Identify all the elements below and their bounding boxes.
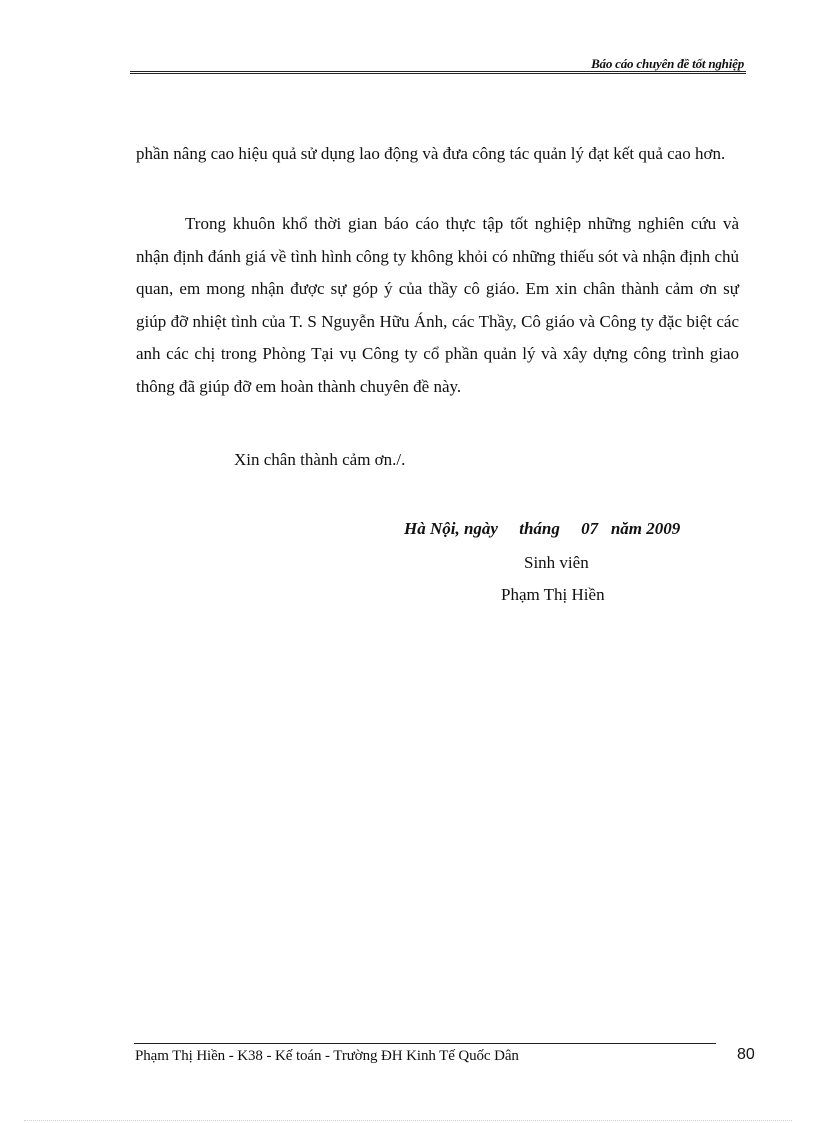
header-rule (130, 71, 746, 74)
signature-name: Phạm Thị Hiền (501, 585, 605, 604)
footer-rule (134, 1043, 716, 1044)
page-number: 80 (737, 1046, 755, 1063)
paragraph-1: phần nâng cao hiệu quả sử dụng lao động và đưa công tác quản lý đạt kết quả cao hơn. (136, 144, 726, 163)
running-header: Báo cáo chuyên đề tốt nghiệp (591, 56, 744, 71)
footer-text: Phạm Thị Hiền - K38 - Kế toán - Trường ĐH Kinh Tế Quốc Dân (135, 1048, 519, 1064)
signature-role: Sinh viên (524, 553, 589, 572)
signature-date: Hà Nội, ngày tháng 07 năm 2009 (404, 519, 681, 538)
paragraph-2: Trong khuôn khổ thời gian báo cáo thực tập tốt nghiệp những nghiên cứu và nhận định đánh giá về tình hình công ty không khỏi có những thiếu sót và nhận định chủ quan, em mong nhận được sự góp ý của thầy cô giáo. Em xin chân thành cảm ơn sự giúp đỡ nhiệt tình của T. S Nguyễn Hữu Ánh, các Thầy, Cô giáo và Công ty đặc biệt các anh các chị trong Phòng Tại vụ Công ty cổ phần quản lý và xây dựng công trình giao thông đã giúp đỡ em hoàn thành chuyên đề này. (136, 214, 739, 396)
page-edge-divider (24, 1120, 792, 1121)
closing-line: Xin chân thành cảm ơn./. (234, 450, 406, 469)
